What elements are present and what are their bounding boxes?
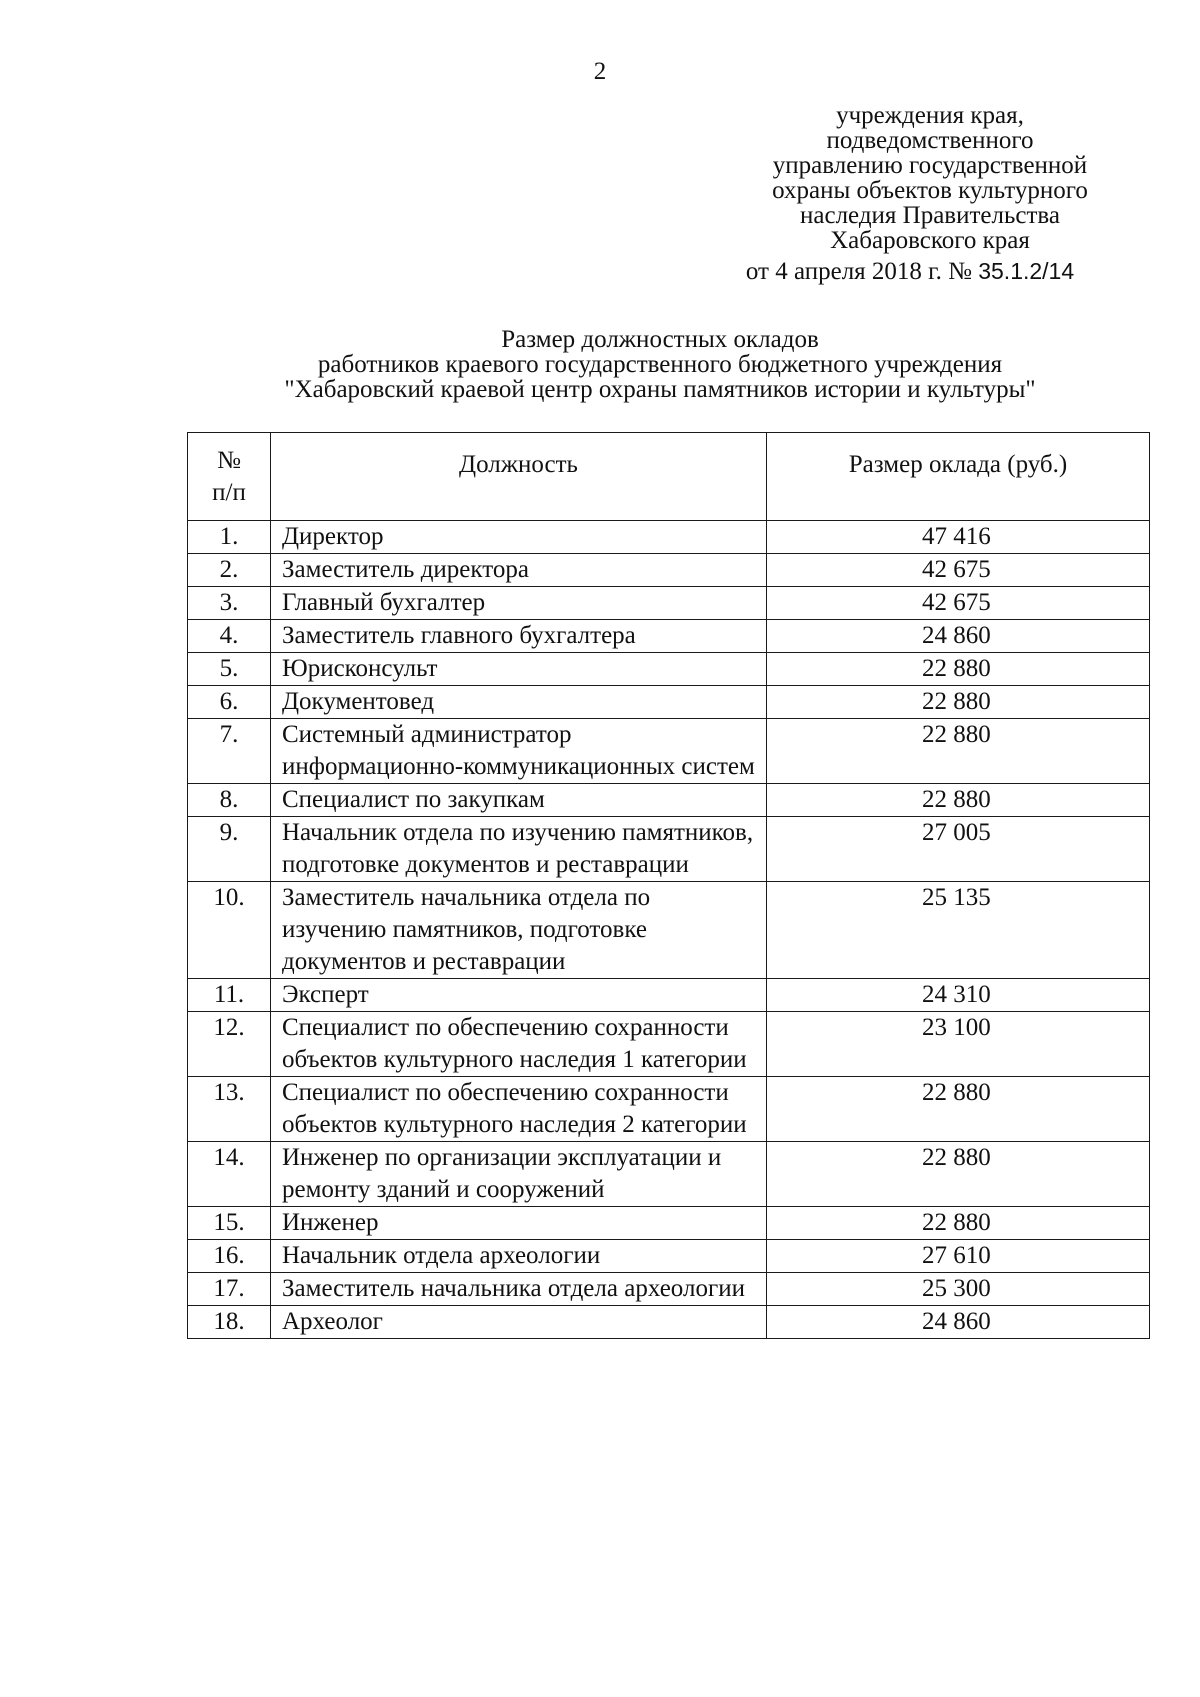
row-number: 4. xyxy=(188,620,271,653)
row-position: Заместитель директора xyxy=(271,554,767,587)
table-row xyxy=(188,817,1150,882)
table-row xyxy=(188,1207,1150,1240)
row-position: Начальник отдела археологии xyxy=(271,1240,767,1273)
table-row xyxy=(188,620,1150,653)
page-number: 2 xyxy=(593,58,607,85)
table-row xyxy=(188,882,1150,979)
title-line: работников краевого государственного бюджетного учреждения xyxy=(317,351,1003,378)
row-number: 15. xyxy=(188,1207,271,1240)
row-salary: 22 880 xyxy=(767,1207,1150,1240)
table-row xyxy=(188,784,1150,817)
table-row xyxy=(188,587,1150,620)
header-line: наследия Правительства xyxy=(800,202,1060,229)
row-salary: 22 880 xyxy=(767,686,1150,719)
row-number: 11. xyxy=(188,979,271,1012)
row-position: Специалист по закупкам xyxy=(271,784,767,817)
header-line: учреждения края, xyxy=(836,102,1024,129)
header-line: управлению государственной xyxy=(772,152,1088,179)
row-position: Директор xyxy=(271,521,767,554)
row-salary: 22 880 xyxy=(767,719,1150,784)
row-number: 1. xyxy=(188,521,271,554)
table-row xyxy=(188,1077,1150,1142)
row-position: Юрисконсульт xyxy=(271,653,767,686)
row-salary: 24 860 xyxy=(767,620,1150,653)
row-salary: 25 135 xyxy=(767,882,1150,979)
table-row xyxy=(188,1240,1150,1273)
table-row xyxy=(188,521,1150,554)
column-header-salary: Размер оклада (руб.) xyxy=(767,433,1150,521)
table-row xyxy=(188,1306,1150,1339)
table-row xyxy=(188,1012,1150,1077)
row-position: Главный бухгалтер xyxy=(271,587,767,620)
row-number: 8. xyxy=(188,784,271,817)
row-salary: 22 880 xyxy=(767,1142,1150,1207)
row-salary: 27 005 xyxy=(767,817,1150,882)
salary-table xyxy=(187,432,1150,1339)
row-position: Археолог xyxy=(271,1306,767,1339)
order-code: 35.1.2/14 xyxy=(978,258,1075,284)
header-line: Хабаровского края xyxy=(830,227,1030,254)
header-line: охраны объектов культурного xyxy=(772,177,1088,204)
row-number: 13. xyxy=(188,1077,271,1142)
row-number: 12. xyxy=(188,1012,271,1077)
table-row xyxy=(188,979,1150,1012)
row-position: Заместитель начальника отдела по изучению памятников, подготовке документов и реставрации xyxy=(271,882,767,979)
table-row xyxy=(188,653,1150,686)
row-number: 9. xyxy=(188,817,271,882)
column-header-position: Должность xyxy=(271,433,767,521)
table-row xyxy=(188,686,1150,719)
title-line: "Хабаровский краевой центр охраны памятников истории и культуры" xyxy=(284,376,1036,403)
row-salary: 23 100 xyxy=(767,1012,1150,1077)
row-position: Эксперт xyxy=(271,979,767,1012)
row-number: 6. xyxy=(188,686,271,719)
title-line: Размер должностных окладов xyxy=(501,326,819,353)
table-row xyxy=(188,719,1150,784)
row-number: 2. xyxy=(188,554,271,587)
row-salary: 27 610 xyxy=(767,1240,1150,1273)
row-number: 14. xyxy=(188,1142,271,1207)
column-header-number: № п/п xyxy=(188,433,271,521)
row-number: 18. xyxy=(188,1306,271,1339)
row-number: 5. xyxy=(188,653,271,686)
row-position: Документовед xyxy=(271,686,767,719)
row-salary: 22 880 xyxy=(767,653,1150,686)
row-number: 3. xyxy=(188,587,271,620)
row-salary: 22 880 xyxy=(767,784,1150,817)
row-salary: 22 880 xyxy=(767,1077,1150,1142)
row-position: Начальник отдела по изучению памятников, подготовке документов и реставрации xyxy=(271,817,767,882)
row-number: 17. xyxy=(188,1273,271,1306)
order-reference xyxy=(690,258,1130,286)
row-position: Системный администратор информационно-коммуникационных систем xyxy=(271,719,767,784)
approval-header xyxy=(700,103,1160,253)
row-position: Инженер по организации эксплуатации и ремонту зданий и сооружений xyxy=(271,1142,767,1207)
table-header-row xyxy=(188,433,1150,521)
table-row xyxy=(188,1273,1150,1306)
row-position: Заместитель главного бухгалтера xyxy=(271,620,767,653)
row-salary: 42 675 xyxy=(767,554,1150,587)
document-title xyxy=(180,327,1140,402)
row-position: Специалист по обеспечению сохранности объектов культурного наследия 1 категории xyxy=(271,1012,767,1077)
row-salary: 25 300 xyxy=(767,1273,1150,1306)
order-prefix: от 4 апреля 2018 г. № xyxy=(745,258,972,285)
row-position: Заместитель начальника отдела археологии xyxy=(271,1273,767,1306)
row-number: 7. xyxy=(188,719,271,784)
row-salary: 24 860 xyxy=(767,1306,1150,1339)
row-number: 10. xyxy=(188,882,271,979)
table-row xyxy=(188,554,1150,587)
row-salary: 42 675 xyxy=(767,587,1150,620)
row-position: Специалист по обеспечению сохранности объектов культурного наследия 2 категории xyxy=(271,1077,767,1142)
table-row xyxy=(188,1142,1150,1207)
row-salary: 47 416 xyxy=(767,521,1150,554)
row-salary: 24 310 xyxy=(767,979,1150,1012)
row-number: 16. xyxy=(188,1240,271,1273)
row-position: Инженер xyxy=(271,1207,767,1240)
header-line: подведомственного xyxy=(826,127,1034,154)
